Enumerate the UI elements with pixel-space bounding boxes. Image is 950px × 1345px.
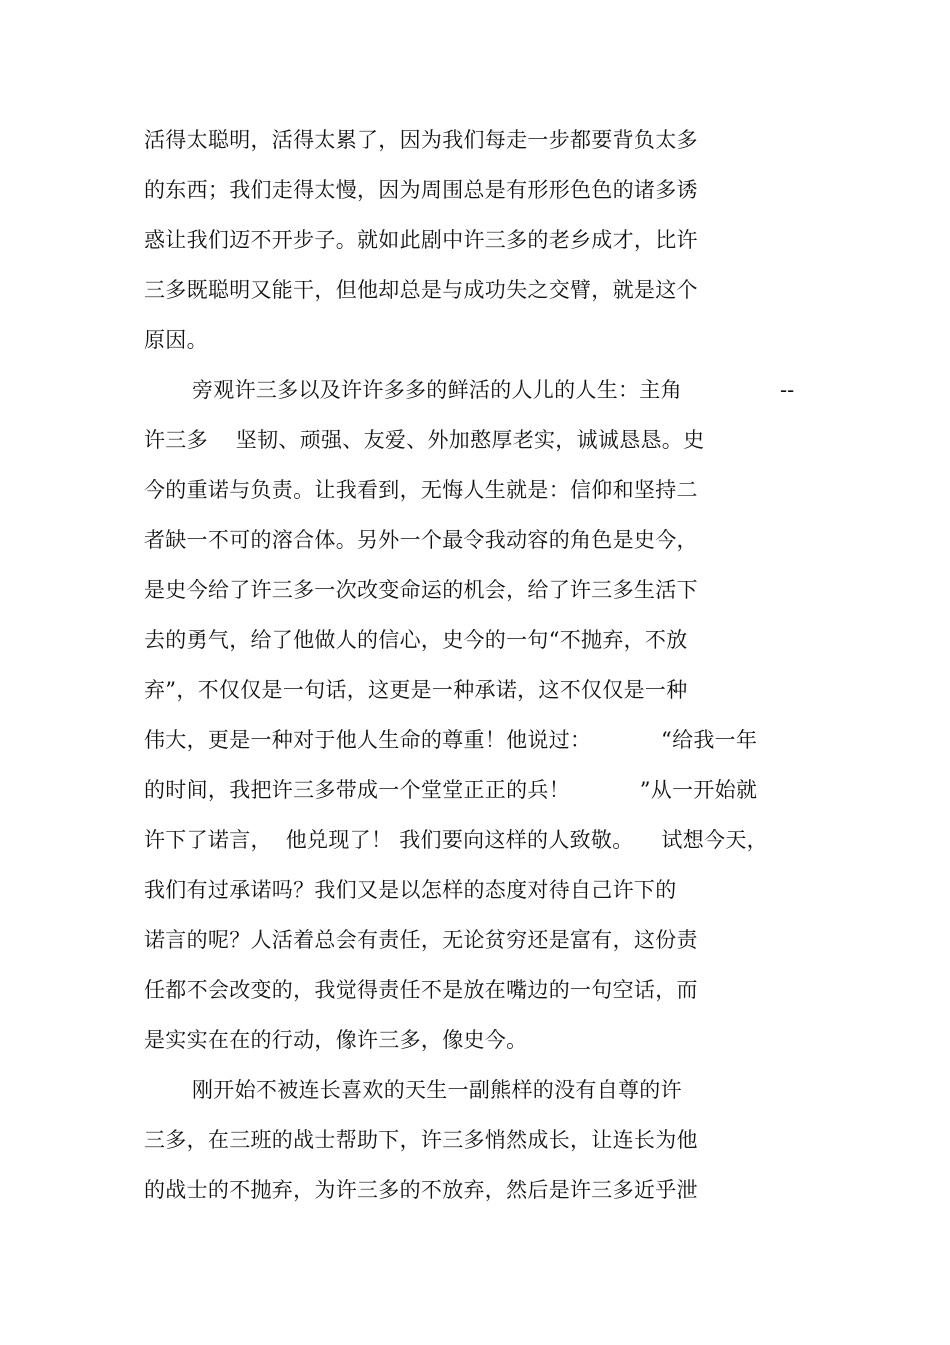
paragraph-2-line-2: 许三多 坚韧、顽强、友爱、外加憨厚老实，诚诚恳恳。史	[144, 428, 705, 452]
paragraph-3-line-1: 刚开始不被连长喜欢的天生一副熊样的没有自尊的许	[192, 1078, 682, 1102]
paragraph-2-line-14: 是实实在在的行动，像许三多，像史今。	[144, 1028, 528, 1052]
paragraph-1-line-5: 原因。	[144, 328, 208, 352]
paragraph-1-line-1: 活得太聪明，活得太累了，因为我们每走一步都要背负太多	[144, 128, 698, 152]
paragraph-1-line-2: 的东西；我们走得太慢，因为周围总是有形形色色的诸多诱	[144, 178, 698, 202]
paragraph-2-line-13: 任都不会改变的，我觉得责任不是放在嘴边的一句空话，而	[144, 978, 698, 1002]
paragraph-2-line-6: 去的勇气，给了他做人的信心，史今的一句“不抛弃，不放	[144, 628, 688, 652]
paragraph-2-line-4: 者缺一不可的溶合体。另外一个最令我动容的角色是史今，	[144, 528, 698, 552]
paragraph-2-line-11: 我们有过承诺吗？我们又是以怎样的态度对待自己许下的	[144, 878, 677, 902]
paragraph-2-line-8: 伟大，更是一种对于他人生命的尊重！他说过： “给我一年	[144, 728, 758, 752]
paragraph-2-line-12: 诺言的呢？人活着总会有责任，无论贫穷还是富有，这份责	[144, 928, 698, 952]
paragraph-2-line-10: 许下了诺言， 他兑现了！ 我们要向这样的人致敬。 试想今天，	[144, 828, 768, 852]
paragraph-2-line-5: 是史今给了许三多一次改变命运的机会，给了许三多生活下	[144, 578, 698, 602]
paragraph-1-line-3: 惑让我们迈不开步子。就如此剧中许三多的老乡成才，比许	[144, 228, 698, 252]
paragraph-2-line-3: 今的重诺与负责。让我看到，无悔人生就是：信仰和坚持二	[144, 478, 698, 502]
paragraph-1-line-4: 三多既聪明又能干，但他却总是与成功失之交臂，就是这个	[144, 278, 698, 302]
paragraph-2-line-1: 旁观许三多以及许许多多的鲜活的人儿的人生：主角	[192, 378, 682, 402]
paragraph-2-dash: --	[780, 378, 795, 402]
paragraph-2-line-7: 弃”，不仅仅是一句话，这更是一种承诺，这不仅仅是一种	[144, 678, 688, 702]
paragraph-2-line-9: 的时间，我把许三多带成一个堂堂正正的兵！ ”从一开始就	[144, 778, 758, 802]
paragraph-3-line-2: 三多，在三班的战士帮助下，许三多悄然成长，让连长为他	[144, 1128, 698, 1152]
paragraph-3-line-3: 的战士的不抛弃，为许三多的不放弃，然后是许三多近乎泄	[144, 1178, 698, 1202]
